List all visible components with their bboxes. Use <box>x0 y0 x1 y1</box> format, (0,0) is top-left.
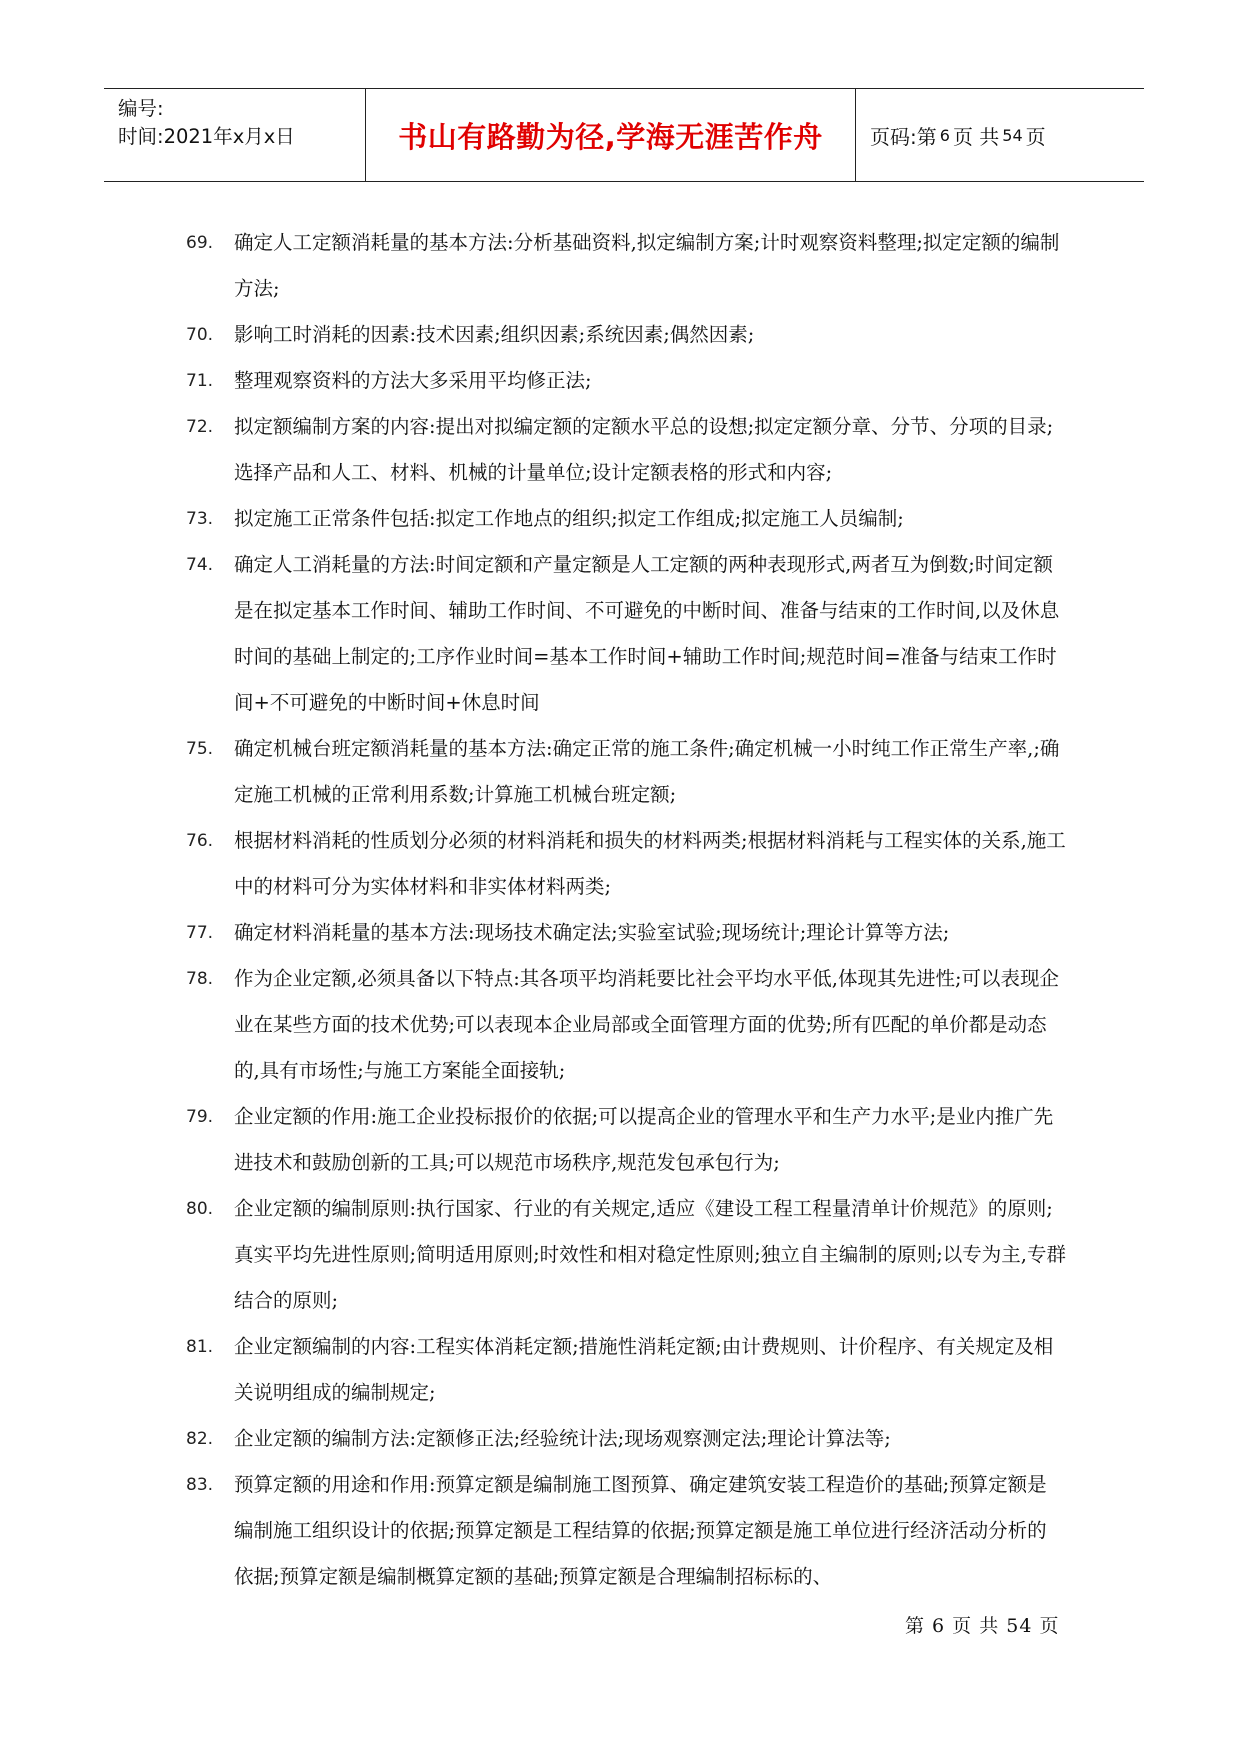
list-item <box>186 726 1066 818</box>
item-number: 70. <box>186 325 214 345</box>
item-text: 企业定额的编制方法:定额修正法;经验统计法;现场观察测定法;理论计算法等; <box>234 1427 891 1450</box>
list-item <box>186 358 1066 404</box>
item-number: 75. <box>186 739 214 759</box>
list-item <box>186 220 1066 312</box>
page-middle: 页 共 <box>952 124 1000 149</box>
item-number: 78. <box>186 969 214 989</box>
list-item <box>186 496 1066 542</box>
item-text: 拟定额编制方案的内容:提出对拟编定额的定额水平总的设想;拟定定额分章、分节、分项的目录;选择产品和人工、材料、机械的计量单位;设计定额表格的形式和内容; <box>234 415 1054 484</box>
item-number: 72. <box>186 417 214 437</box>
item-text: 确定材料消耗量的基本方法:现场技术确定法;实验室试验;现场统计;理论计算等方法; <box>234 921 950 944</box>
item-number: 77. <box>186 923 214 943</box>
page-suffix: 页 <box>1025 124 1046 149</box>
item-number: 73. <box>186 509 214 529</box>
page-current: 6 <box>939 125 950 145</box>
item-text: 整理观察资料的方法大多采用平均修正法; <box>234 369 592 392</box>
list-item <box>186 956 1066 1094</box>
list-item <box>186 910 1066 956</box>
header-motto: 书山有路勤为径,学海无涯苦作舟 <box>366 89 856 181</box>
list-item <box>186 1324 1066 1416</box>
header-page-number <box>856 89 1144 181</box>
item-text: 企业定额的作用:施工企业投标报价的依据;可以提高企业的管理水平和生产力水平;是业内推广先进技术和鼓励创新的工具;可以规范市场秩序,规范发包承包行为; <box>234 1105 1054 1174</box>
item-text: 影响工时消耗的因素:技术因素;组织因素;系统因素;偶然因素; <box>234 323 755 346</box>
list-item <box>186 1416 1066 1462</box>
item-text: 预算定额的用途和作用:预算定额是编制施工图预算、确定建筑安装工程造价的基础;预算定额是编制施工组织设计的依据;预算定额是工程结算的依据;预算定额是施工单位进行经济活动分析的依据;预算定额是编制概算定额的基础;预算定额是合理编制招标标的、 <box>234 1473 1047 1588</box>
document-body <box>186 220 1066 1600</box>
page-total: 54 <box>1002 125 1023 145</box>
list-item <box>186 404 1066 496</box>
item-text: 根据材料消耗的性质划分必须的材料消耗和损失的材料两类;根据材料消耗与工程实体的关系,施工中的材料可分为实体材料和非实体材料两类; <box>234 829 1066 898</box>
item-number: 81. <box>186 1337 214 1357</box>
item-text: 确定人工消耗量的方法:时间定额和产量定额是人工定额的两种表现形式,两者互为倒数;时间定额是在拟定基本工作时间、辅助工作时间、不可避免的中断时间、准备与结束的工作时间,以及休息时间的基础上制定的;工序作业时间=基本工作时间+辅助工作时间;规范时间=准备与结束工作时间+不可避免的中断时间+休息时间 <box>234 553 1060 714</box>
item-number: 74. <box>186 555 214 575</box>
list-item <box>186 1186 1066 1324</box>
item-text: 确定人工定额消耗量的基本方法:分析基础资料,拟定编制方案;计时观察资料整理;拟定定额的编制方法; <box>234 231 1060 300</box>
item-text: 确定机械台班定额消耗量的基本方法:确定正常的施工条件;确定机械一小时纯工作正常生产率,;确定施工机械的正常利用系数;计算施工机械台班定额; <box>234 737 1060 806</box>
list-item <box>186 818 1066 910</box>
list-item <box>186 1094 1066 1186</box>
header-meta <box>104 89 366 181</box>
page-prefix: 页码:第 <box>870 124 937 149</box>
item-number: 76. <box>186 831 214 851</box>
list-item <box>186 312 1066 358</box>
page-header <box>104 88 1144 182</box>
item-number: 79. <box>186 1107 214 1127</box>
item-text: 拟定施工正常条件包括:拟定工作地点的组织;拟定工作组成;拟定施工人员编制; <box>234 507 904 530</box>
item-number: 69. <box>186 233 214 253</box>
item-number: 82. <box>186 1429 214 1449</box>
code-label: 编号: <box>118 97 164 120</box>
item-text: 作为企业定额,必须具备以下特点:其各项平均消耗要比社会平均水平低,体现其先进性;可以表现企业在某些方面的技术优势;可以表现本企业局部或全面管理方面的优势;所有匹配的单价都是动态的,具有市场性;与施工方案能全面接轨; <box>234 967 1060 1082</box>
item-number: 71. <box>186 371 214 391</box>
time-label: 时间:2021年x月x日 <box>118 125 295 148</box>
item-text: 企业定额的编制原则:执行国家、行业的有关规定,适应《建设工程工程量清单计价规范》的原则;真实平均先进性原则;简明适用原则;时效性和相对稳定性原则;独立自主编制的原则;以专为主,专群结合的原则; <box>234 1197 1066 1312</box>
list-item <box>186 1462 1066 1600</box>
list-item <box>186 542 1066 726</box>
item-number: 83. <box>186 1475 214 1495</box>
page-footer: 第 6 页 共 54 页 <box>905 1615 1060 1637</box>
item-text: 企业定额编制的内容:工程实体消耗定额;措施性消耗定额;由计费规则、计价程序、有关规定及相关说明组成的编制规定; <box>234 1335 1054 1404</box>
item-number: 80. <box>186 1199 214 1219</box>
